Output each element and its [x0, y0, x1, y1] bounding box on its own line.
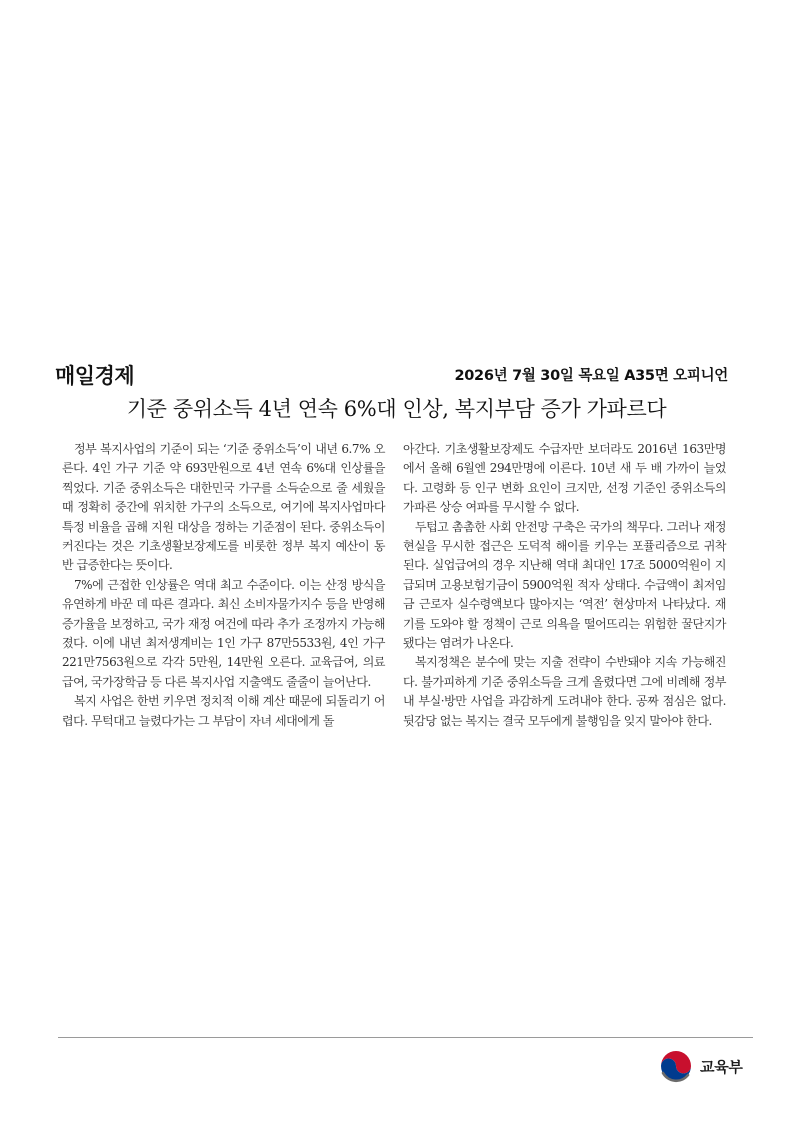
article-column-left [62, 440, 385, 731]
publication-dateline: 2026년 7월 30일 목요일 A35면 오피니언 [454, 368, 728, 384]
article-paragraph-continuation: 아간다. 기초생활보장제도 수급자만 보더라도 2016년 163만명에서 올해 6월엔 294만명에 이른다. 10년 새 두 배 가까이 늘었다. 고령화 등 인구 변화 요인이 크지만, 선정 기준인 중위소득의 가파른 상승 여파를 무시할 수 없다. [403, 442, 726, 515]
article-headline: 기준 중위소득 4년 연속 6%대 인상, 복지부담 증가 가파르다 [126, 397, 667, 421]
article-body [62, 440, 726, 731]
ministry-name: 교육부 [700, 1057, 743, 1076]
taegeuk-emblem-icon [657, 1047, 695, 1085]
article-paragraph: 두텁고 촘촘한 사회 안전망 구축은 국가의 책무다. 그러나 재정 현실을 무시한 접근은 도덕적 해이를 키우는 포퓰리즘으로 귀착된다. 실업급여의 경우 지난해 역대 최대인 17조 5000억원이 지급되며 고용보험기금이 5900억원 적자 상태다. 수급액이 최저임금 근로자 실수령액보다 많아지는 ‘역전’ 현상마저 나타났다. 재기를 도와야 할 정책이 근로 의욕을 떨어뜨리는 위험한 꿀단지가 됐다는 염려가 나온다. [403, 519, 726, 651]
footer-divider [58, 1037, 753, 1038]
article-paragraph: 복지정책은 분수에 맞는 지출 전략이 수반돼야 지속 가능해진다. 불가피하게 기준 중위소득을 크게 올렸다면 그에 비례해 정부 내 부실·방만 사업을 과감하게 도려내야 한다. 공짜 점심은 없다. 뒷감당 없는 복지는 결국 모두에게 불행임을 잊지 말아야 한다. [403, 655, 726, 728]
newspaper-masthead: 매일경제 [55, 364, 135, 388]
ministry-logo [657, 1047, 743, 1085]
article-paragraph: 복지 사업은 한번 키우면 정치적 이해 계산 때문에 되돌리기 어렵다. 무턱대고 늘렸다가는 그 부담이 자녀 세대에게 돌 [62, 694, 385, 728]
article-paragraph: 정부 복지사업의 기준이 되는 ‘기준 중위소득’이 내년 6.7% 오른다. 4인 가구 기준 약 693만원으로 4년 연속 6%대 인상률을 찍었다. 기준 중위소득은 대한민국 가구를 소득순으로 줄 세웠을 때 정확히 중간에 위치한 가구의 소득으로, 여기에 복지사업마다 특정 비율을 곱해 지원 대상을 정하는 기준점이 된다. 중위소득이 커진다는 것은 기초생활보장제도를 비롯한 정부 복지 예산이 동반 급증한다는 뜻이다. [62, 442, 385, 573]
article-column-right [403, 440, 726, 731]
article-paragraph: 7%에 근접한 인상률은 역대 최고 수준이다. 이는 산정 방식을 유연하게 바꾼 데 따른 결과다. 최신 소비자물가지수 등을 반영해 증가율을 보정하고, 국가 재정 여건에 따라 추가 조정까지 가능해졌다. 이에 내년 최저생계비는 1인 가구 87만5533원, 4인 가구 221만7563원으로 각각 5만원, 14만원 오른다. 교육급여, 의료급여, 국가장학금 등 다른 복지사업 지출액도 줄줄이 늘어난다. [62, 577, 385, 689]
